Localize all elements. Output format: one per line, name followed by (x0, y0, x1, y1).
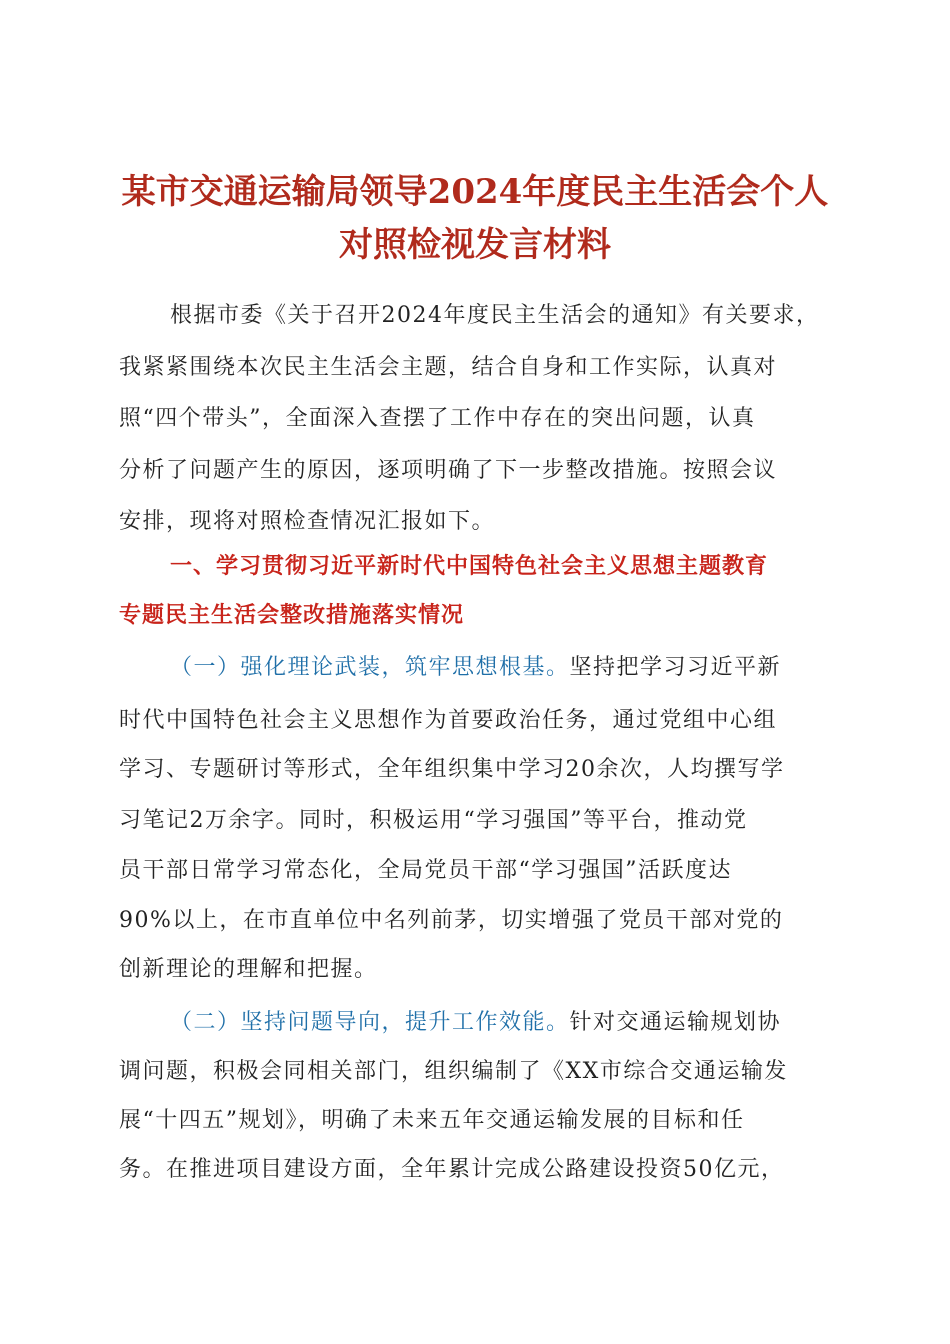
document-title-line-2: 对照检视发言材料 (339, 225, 611, 265)
subsection-2-heading: （二）坚持问题导向，提升工作效能。 (170, 1010, 570, 1035)
subsection-1-line-6: 90%以上，在市直单位中名列前茅，切实增强了党员干部对党的 (119, 908, 784, 933)
subsection-1-line-7: 创新理论的理解和把握。 (119, 957, 378, 982)
subsection-1-first-line-text: 坚持把学习习近平新 (569, 655, 782, 680)
section-1-heading-line-2: 专题民主生活会整改措施落实情况 (119, 603, 465, 628)
subsection-2-line-2: 调问题，积极会同相关部门，组织编制了《XX市综合交通运输发 (119, 1059, 788, 1084)
subsection-1-first-line (170, 650, 781, 681)
subsection-1-line-4: 习笔记2万余字。同时，积极运用“学习强国”等平台，推动党 (119, 808, 748, 833)
subsection-2-first-line-text: 针对交通运输规划协 (569, 1010, 782, 1035)
intro-line-1: 根据市委《关于召开2024年度民主生活会的通知》有关要求， (170, 303, 820, 328)
subsection-2-first-line (170, 1005, 781, 1036)
subsection-2-line-3: 展“十四五”规划》，明确了未来五年交通运输发展的目标和任 (119, 1108, 745, 1133)
subsection-1-heading: （一）强化理论武装，筑牢思想根基。 (170, 655, 570, 680)
document-title-line-1: 某市交通运输局领导2024年度民主生活会个人 (121, 172, 829, 212)
section-1-heading-line-1: 一、学习贯彻习近平新时代中国特色社会主义思想主题教育 (170, 554, 769, 579)
subsection-1-line-3: 学习、专题研讨等形式，全年组织集中学习20余次，人均撰写学 (119, 757, 785, 782)
subsection-1-line-5: 员干部日常学习常态化，全局党员干部“学习强国”活跃度达 (119, 858, 732, 883)
subsection-1-line-2: 时代中国特色社会主义思想作为首要政治任务，通过党组中心组 (119, 708, 778, 733)
intro-line-5: 安排，现将对照检查情况汇报如下。 (119, 509, 496, 534)
subsection-2-line-4: 务。在推进项目建设方面，全年累计完成公路建设投资50亿元， (119, 1157, 785, 1182)
intro-line-2: 我紧紧围绕本次民主生活会主题，结合自身和工作实际，认真对 (119, 355, 778, 380)
intro-line-4: 分析了问题产生的原因，逐项明确了下一步整改措施。按照会议 (119, 458, 778, 483)
intro-line-3: 照“四个带头”，全面深入查摆了工作中存在的突出问题，认真 (119, 406, 756, 431)
